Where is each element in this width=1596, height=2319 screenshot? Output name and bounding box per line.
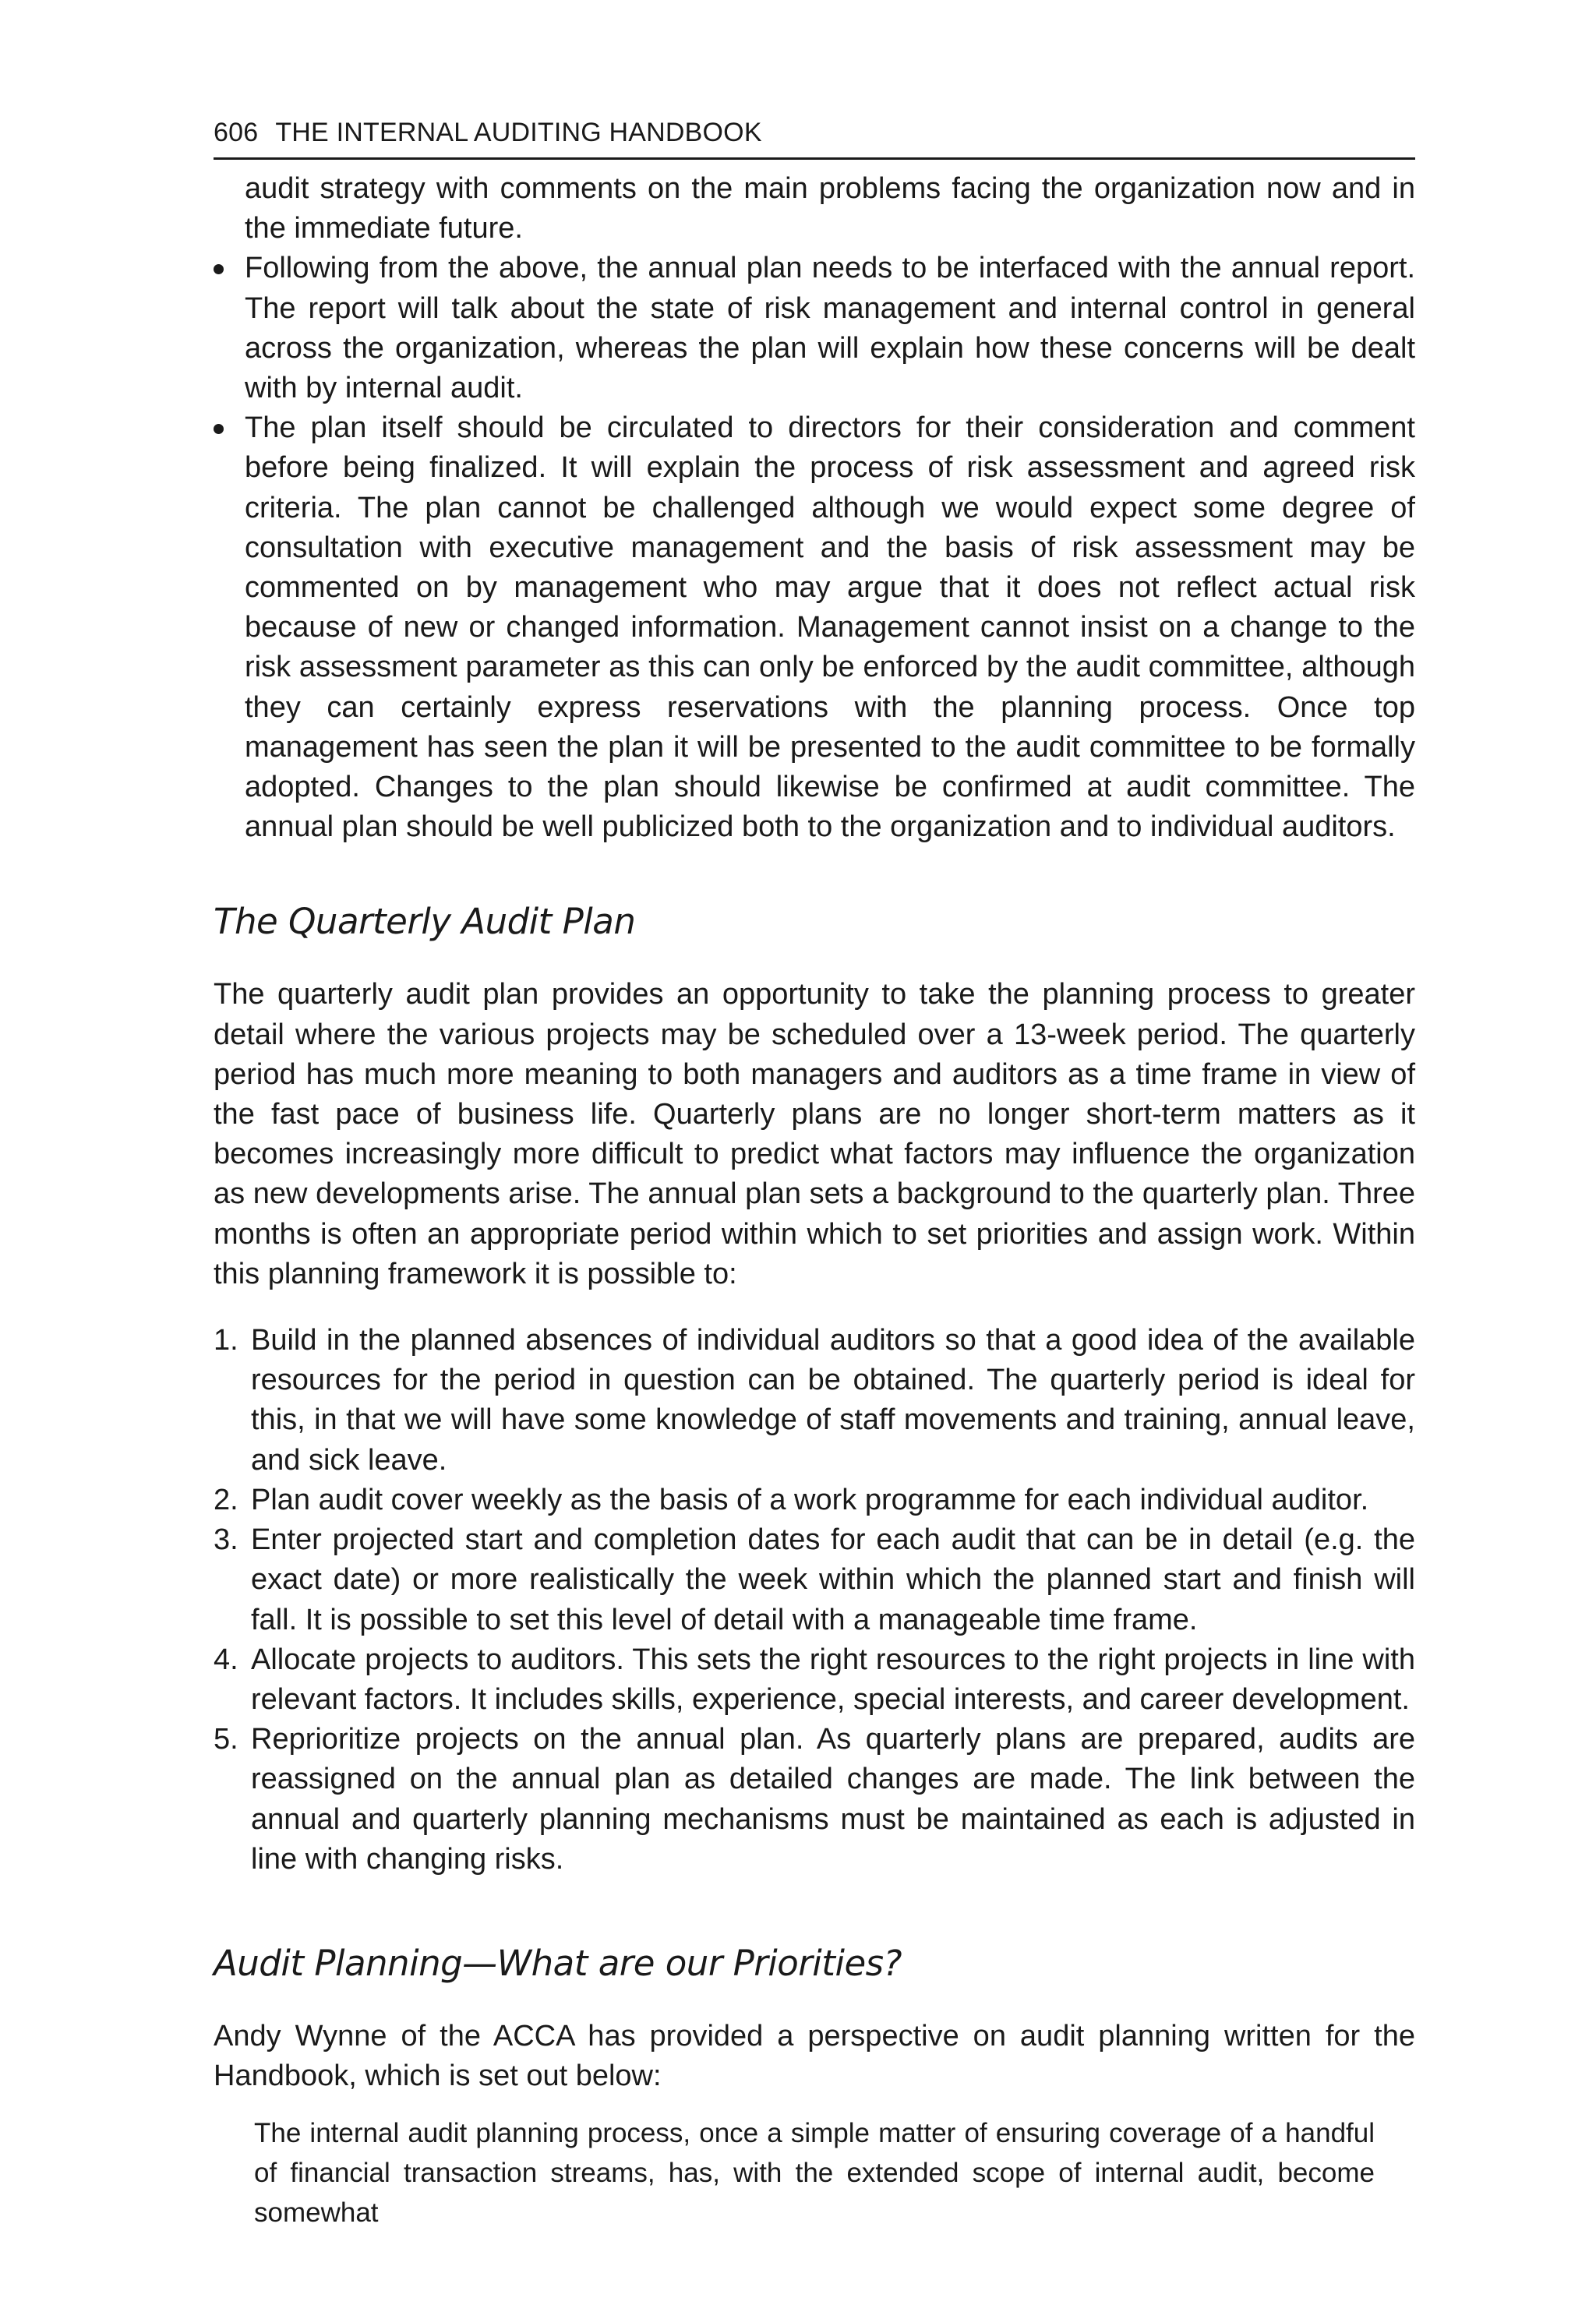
list-number: 3. <box>214 1523 238 1557</box>
priorities-intro-paragraph: Andy Wynne of the ACCA has provided a perspective on audit planning written for the Handbook, which is set out below: <box>214 2019 1415 2093</box>
page-number: 606 <box>214 118 259 147</box>
section-heading-audit-priorities: Audit Planning—What are our Priorities? <box>214 1942 902 1984</box>
book-title: THE INTERNAL AUDITING HANDBOOK <box>275 118 762 147</box>
list-item <box>214 1640 1415 1720</box>
numbered-list <box>214 1321 1415 1880</box>
list-item <box>214 408 1415 847</box>
list-item <box>214 1520 1415 1640</box>
list-number: 4. <box>214 1643 238 1676</box>
bullet-icon <box>214 424 224 434</box>
list-item-text: The plan itself should be circulated to directors for their consideration and comment before being finalized. It will explain the process of risk assessment and agreed risk criteria. The plan cannot be challenged although we would expect some degree of consultation with executive management and the basis of risk assessment may be commented on by management who may argue that it does not reflect actual risk because of new or changed information. Management cannot insist on a change to the risk assessment parameter as this can only be enforced by the audit committee, although they can certainly express reservations with the planning process. Once top management has seen the plan it will be presented to the audit committee to be formally adopted. Changes to the plan should likewise be confirmed at audit committee. The annual plan should be well publicized both to the organization and to individual auditors. <box>245 411 1415 844</box>
list-number: 2. <box>214 1483 238 1516</box>
quarterly-intro-paragraph: The quarterly audit plan provides an opportunity to take the planning process to greater detail where the various projects may be scheduled over a 13-week period. The quarterly period has much more meaning to both managers and auditors as a time frame in view of the fast pace of business life. Quarterly plans are no longer short-term matters as it becomes increasingly more difficult to predict what factors may influence the organization as new developments arise. The annual plan sets a background to the quarterly plan. Three months is often an appropriate period within which to set priorities and assign work. Within this planning framework it is possible to: <box>214 978 1415 1290</box>
list-item <box>214 1321 1415 1481</box>
list-item-text: Enter projected start and completion dates for each audit that can be in detail (e.g. the exact date) or more realistically the week within which the planned start and finish will fall. It is possible to set this level of detail with a manageable time frame. <box>251 1523 1415 1636</box>
book-page <box>214 117 1415 2233</box>
list-item-text: Plan audit cover weekly as the basis of a work programme for each individual auditor. <box>251 1483 1369 1516</box>
list-item-text: Following from the above, the annual plan needs to be interfaced with the annual report. The report will talk about the state of risk management and internal control in general across the organization, whereas the plan will explain how these concerns will be dealt with by internal audit. <box>245 252 1415 405</box>
list-number: 5. <box>214 1723 238 1756</box>
list-item <box>214 1481 1415 1520</box>
list-item-text: Allocate projects to auditors. This sets the right resources to the right projects in line with relevant factors. It includes skills, experience, special interests, and career development. <box>251 1643 1415 1716</box>
list-item <box>214 1720 1415 1880</box>
bullet-list <box>214 249 1415 847</box>
section-heading-quarterly-plan: The Quarterly Audit Plan <box>214 901 636 943</box>
list-item-text: Reprioritize projects on the annual plan. As quarterly plans are prepared, audits are reassigned on the annual plan as detailed changes are made. The link between the annual and quarterly planning mechanisms must be maintained as each is adjusted in line with changing risks. <box>251 1723 1415 1876</box>
continuation-paragraph: audit strategy with comments on the main problems facing the organization now and in the immediate future. <box>245 172 1415 245</box>
list-item-text: Build in the planned absences of individual auditors so that a good idea of the available resources for the period in question can be obtained. The quarterly period is ideal for this, in that we will have some knowledge of staff movements and training, annual leave, and sick leave. <box>251 1324 1415 1477</box>
bullet-icon <box>214 264 224 274</box>
running-header <box>214 117 1415 160</box>
list-item <box>214 249 1415 408</box>
block-quote: The internal audit planning process, once a simple matter of ensuring coverage of a handful of financial transaction streams, has, with the extended scope of internal audit, become somewhat <box>254 2118 1375 2229</box>
list-number: 1. <box>214 1324 238 1357</box>
